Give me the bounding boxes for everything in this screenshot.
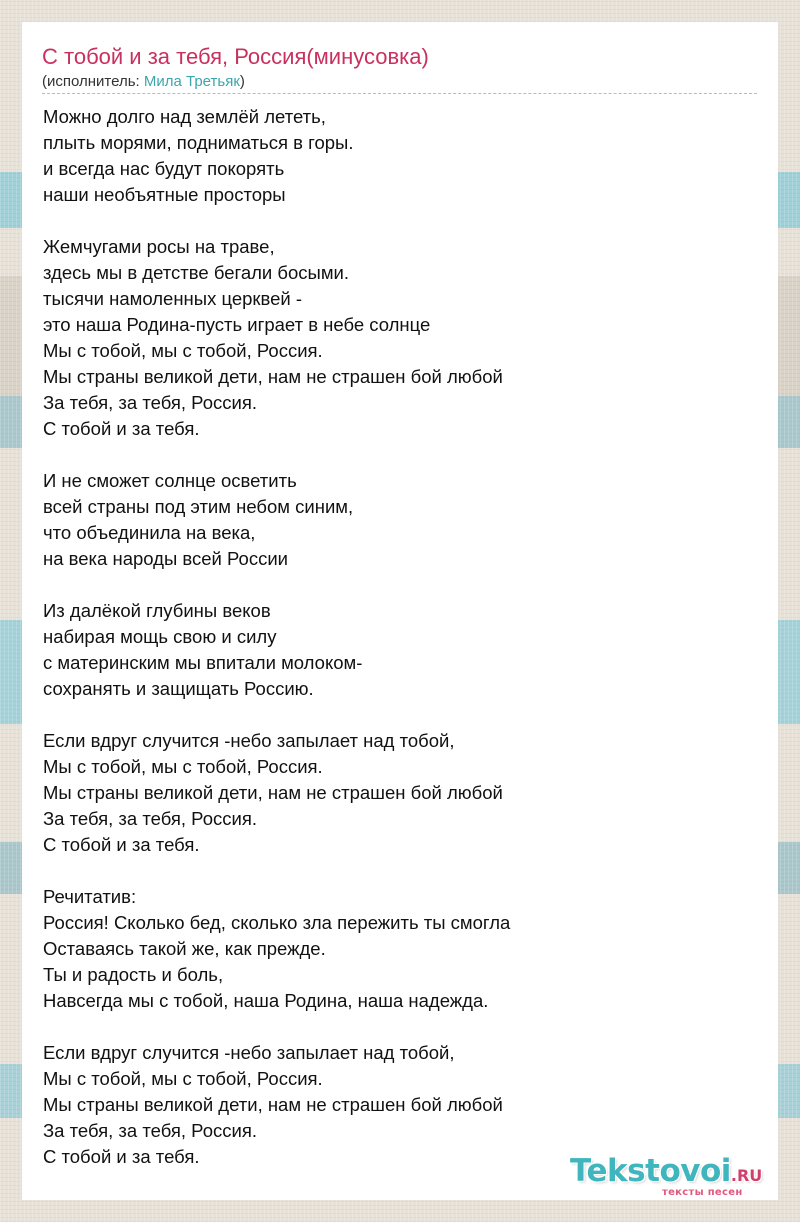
lyrics-line: Жемчугами росы на траве, bbox=[43, 236, 275, 257]
lyrics-line: С тобой и за тебя. bbox=[43, 1146, 200, 1167]
lyrics-line: Ты и радость и боль, bbox=[43, 964, 224, 985]
lyrics-line: И не сможет солнце осветить bbox=[43, 470, 297, 491]
lyrics-line: За тебя, за тебя, Россия. bbox=[43, 392, 257, 413]
lyrics-stanza bbox=[43, 728, 743, 858]
lyrics-line: здесь мы в детстве бегали босыми. bbox=[43, 262, 350, 283]
artist-line bbox=[42, 73, 245, 91]
lyrics-text bbox=[43, 104, 743, 1196]
song-title: С тобой и за тебя, Россия(минусовка) bbox=[42, 44, 429, 69]
lyrics-line: Мы страны великой дети, нам не страшен бой любой bbox=[43, 366, 503, 387]
lyrics-line: на века народы всей России bbox=[43, 548, 289, 569]
lyrics-line: плыть морями, подниматься в горы. bbox=[43, 132, 354, 153]
lyrics-line: Если вдруг случится -небо запылает над тобой, bbox=[43, 730, 455, 751]
lyrics-line: Речитатив: bbox=[43, 886, 137, 907]
lyrics-line: Мы с тобой, мы с тобой, Россия. bbox=[43, 340, 323, 361]
lyrics-line: и всегда нас будут покорять bbox=[43, 158, 285, 179]
title-divider bbox=[42, 93, 757, 94]
lyrics-line: За тебя, за тебя, Россия. bbox=[43, 1120, 257, 1141]
lyrics-line: Мы с тобой, мы с тобой, Россия. bbox=[43, 1068, 323, 1089]
lyrics-line: Навсегда мы с тобой, наша Родина, наша надежда. bbox=[43, 990, 489, 1011]
lyrics-stanza bbox=[43, 598, 743, 702]
lyrics-line: всей страны под этим небом синим, bbox=[43, 496, 354, 517]
lyrics-line: С тобой и за тебя. bbox=[43, 834, 200, 855]
logo-tld: .RU bbox=[730, 1166, 763, 1185]
lyrics-line: наши необъятные просторы bbox=[43, 184, 286, 205]
lyrics-line: Мы страны великой дети, нам не страшен бой любой bbox=[43, 1094, 503, 1115]
lyrics-line: Мы с тобой, мы с тобой, Россия. bbox=[43, 756, 323, 777]
lyrics-line: Россия! Сколько бед, сколько зла пережить ты смогла bbox=[43, 912, 511, 933]
artist-prefix: (исполнитель: bbox=[42, 73, 144, 90]
lyrics-line: Если вдруг случится -небо запылает над тобой, bbox=[43, 1042, 455, 1063]
logo-tagline: тексты песен bbox=[662, 1187, 743, 1198]
lyrics-stanza bbox=[43, 234, 743, 442]
lyrics-line: Мы страны великой дети, нам не страшен бой любой bbox=[43, 782, 503, 803]
lyrics-page bbox=[22, 22, 778, 1200]
lyrics-line: Можно долго над землёй лететь, bbox=[43, 106, 326, 127]
lyrics-line: с материнским мы впитали молоком- bbox=[43, 652, 363, 673]
artist-link[interactable]: Мила Третьяк bbox=[143, 73, 240, 90]
lyrics-line: Оставаясь такой же, как прежде. bbox=[43, 938, 326, 959]
lyrics-stanza bbox=[43, 1040, 743, 1170]
lyrics-stanza bbox=[43, 104, 743, 208]
lyrics-line: тысячи намоленных церквей - bbox=[43, 288, 303, 309]
lyrics-line: набирая мощь свою и силу bbox=[43, 626, 277, 647]
lyrics-line: что объединила на века, bbox=[43, 522, 256, 543]
lyrics-stanza bbox=[43, 468, 743, 572]
lyrics-line: С тобой и за тебя. bbox=[43, 418, 200, 439]
lyrics-stanza bbox=[43, 884, 743, 1014]
lyrics-line: За тебя, за тебя, Россия. bbox=[43, 808, 257, 829]
artist-suffix: ) bbox=[239, 73, 245, 90]
lyrics-line: Из далёкой глубины веков bbox=[43, 600, 271, 621]
site-logo[interactable] bbox=[570, 1154, 775, 1202]
lyrics-line: сохранять и защищать Россию. bbox=[43, 678, 314, 699]
logo-name: Tekstovoi bbox=[570, 1153, 731, 1189]
lyrics-line: это наша Родина-пусть играет в небе солнце bbox=[43, 314, 431, 335]
